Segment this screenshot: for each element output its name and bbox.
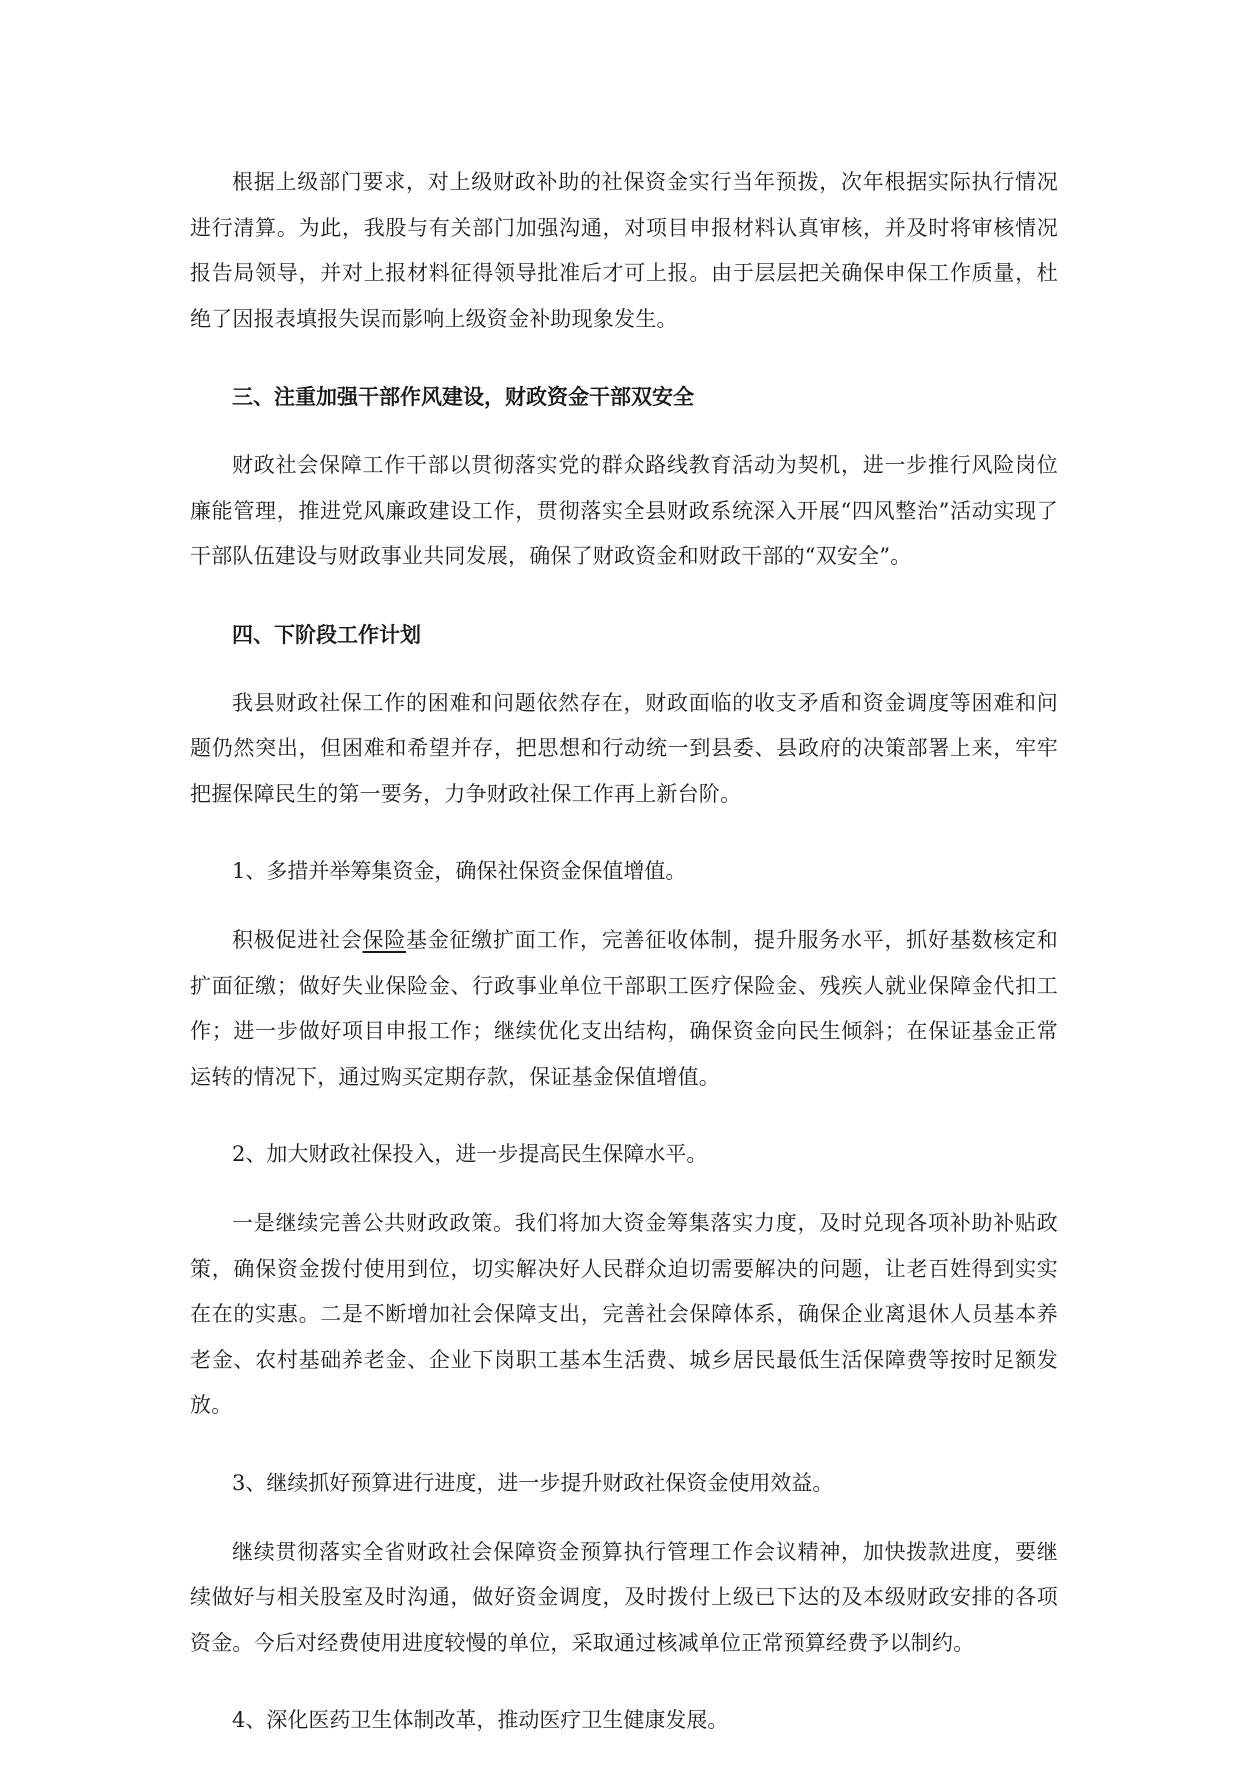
plan-item-3: 3、继续抓好预算进行进度，进一步提升财政社保资金使用效益。 <box>232 1470 834 1495</box>
plan-item-4: 4、深化医药卫生体制改革，推动医疗卫生健康发展。 <box>232 1708 729 1732</box>
section-heading-3: 三、注重加强干部作风建设，财政资金干部双安全 <box>232 384 694 409</box>
paragraph-cadre-conduct: 财政社会保障工作干部以贯彻落实党的群众路线教育活动为契机，进一步推行风险岗位廉能管理，推进党风廉政建设工作，贯彻落实全县财政系统深入开展“四风整治”活动实现了干部队伍建设与财政事业共同发展，确保了财政资金和财政干部的“双安全”。 <box>190 453 1058 568</box>
insurance-link[interactable]: 保险 <box>362 928 407 952</box>
section-heading-4: 四、下阶段工作计划 <box>232 621 421 647</box>
paragraph-public-finance: 一是继续完善公共财政政策。我们将加大资金筹集落实力度，及时兑现各项补助补贴政策，确保资金拨付使用到位，切实解决好人民群众迫切需要解决的问题，让老百姓得到实实在在的实惠。二是不断增加社会保障支出，完善社会保障体系，确保企业离退休人员基本养老金、农村基础养老金、企业下岗职工基本生活费、城乡居民最低生活保障费等按时足额发放。 <box>190 1211 1058 1417</box>
paragraph-budget-execution: 继续贯彻落实全省财政社会保障资金预算执行管理工作会议精神，加快拨款进度，要继续做好与相关股室及时沟通，做好资金调度，及时拨付上级已下达的及本级财政安排的各项资金。今后对经费使用进度较慢的单位，采取通过核减单位正常预算经费予以制约。 <box>190 1539 1058 1655</box>
paragraph-fund-raising-rest: 基金征缴扩面工作，完善征收体制，提升服务水平，抓好基数核定和扩面征缴；做好失业保险金、行政事业单位干部职工医疗保险金、残疾人就业保障金代扣工作；进一步做好项目申报工作；继续优化支出结构，确保资金向民生倾斜；在保证基金正常运转的情况下，通过购买定期存款，保证基金保值增值。 <box>190 928 1059 1089</box>
document-body <box>190 160 1058 1767</box>
plan-item-2: 2、加大财政社保投入，进一步提高民生保障水平。 <box>232 1142 708 1166</box>
paragraph-settlement: 根据上级部门要求，对上级财政补助的社保资金实行当年预拨，次年根据实际执行情况进行清算。为此，我股与有关部门加强沟通，对项目申报材料认真审核，并及时将审核情况报告局领导，并对上报材料征得领导批准后才可上报。由于层层把关确保申保工作质量，杜绝了因报表填报失误而影响上级资金补助现象发生。 <box>190 170 1058 331</box>
plan-item-1: 1、多措并举筹集资金，确保社保资金保值增值。 <box>232 859 687 883</box>
paragraph-fund-raising <box>190 918 1058 1100</box>
paragraph-fund-raising-start: 积极促进社会 <box>232 928 363 952</box>
paragraph-next-stage: 我县财政社保工作的困难和问题依然存在，财政面临的收支矛盾和资金调度等困难和问题仍然突出，但困难和希望并存，把思想和行动统一到县委、县政府的决策部署上来，牢牢把握保障民生的第一要务，力争财政社保工作再上新台阶。 <box>190 690 1058 806</box>
